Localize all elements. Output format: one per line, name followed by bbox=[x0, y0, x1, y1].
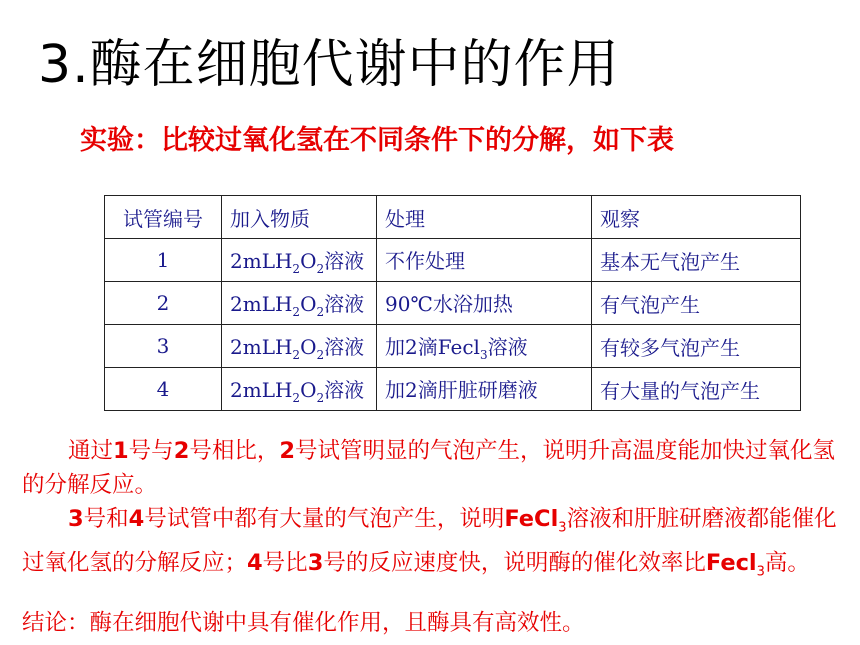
cell-tube-number: 3 bbox=[105, 325, 222, 368]
table-row bbox=[105, 368, 801, 411]
slide-subtitle: 实验：比较过氧化氢在不同条件下的分解，如下表 bbox=[80, 125, 674, 156]
cell-observation: 有较多气泡产生 bbox=[592, 325, 801, 368]
cell-tube-number: 2 bbox=[105, 282, 222, 325]
cell-observation: 有大量的气泡产生 bbox=[592, 368, 801, 411]
experiment-table bbox=[104, 195, 801, 411]
cell-substance: $2mLH_2O_2$溶液 bbox=[222, 239, 377, 282]
paragraph-temperature: 通过1号与2号相比，2号试管明显的气泡产生，说明升高温度能加快过氧化氢的分解反应。 bbox=[22, 438, 836, 498]
cell-observation: 基本无气泡产生 bbox=[592, 239, 801, 282]
conclusion-text: 结论：酶在细胞代谢中具有催化作用，且酶具有高效性。 bbox=[22, 610, 585, 636]
cell-substance: $2mLH_2O_2$溶液 bbox=[222, 325, 377, 368]
header-substance: 加入物质 bbox=[222, 196, 377, 239]
table-row bbox=[105, 282, 801, 325]
table-row bbox=[105, 325, 801, 368]
header-treatment: 处理 bbox=[377, 196, 592, 239]
slide-title: 3.酶在细胞代谢中的作用 bbox=[38, 35, 620, 95]
cell-substance: $2mLH_2O_2$溶液 bbox=[222, 282, 377, 325]
cell-substance: $2mLH_2O_2$溶液 bbox=[222, 368, 377, 411]
table-header-row bbox=[105, 196, 801, 239]
cell-tube-number: 1 bbox=[105, 239, 222, 282]
paragraph-catalyst: 3号和4号试管中都有大量的气泡产生，说明FeCl$_3$溶液和肝脏研磨液都能催化过氧化氢的分解反应；4号比3号的反应速度快，说明酶的催化效率比Fecl$_3$高。 bbox=[22, 506, 837, 579]
cell-treatment: 加2滴Fecl$_3$溶液 bbox=[377, 325, 592, 368]
cell-observation: 有气泡产生 bbox=[592, 282, 801, 325]
cell-tube-number: 4 bbox=[105, 368, 222, 411]
cell-treatment: 90℃水浴加热 bbox=[377, 282, 592, 325]
table-row bbox=[105, 239, 801, 282]
header-observation: 观察 bbox=[592, 196, 801, 239]
cell-treatment: 不作处理 bbox=[377, 239, 592, 282]
cell-treatment: 加2滴肝脏研磨液 bbox=[377, 368, 592, 411]
header-tube-number: 试管编号 bbox=[105, 196, 222, 239]
